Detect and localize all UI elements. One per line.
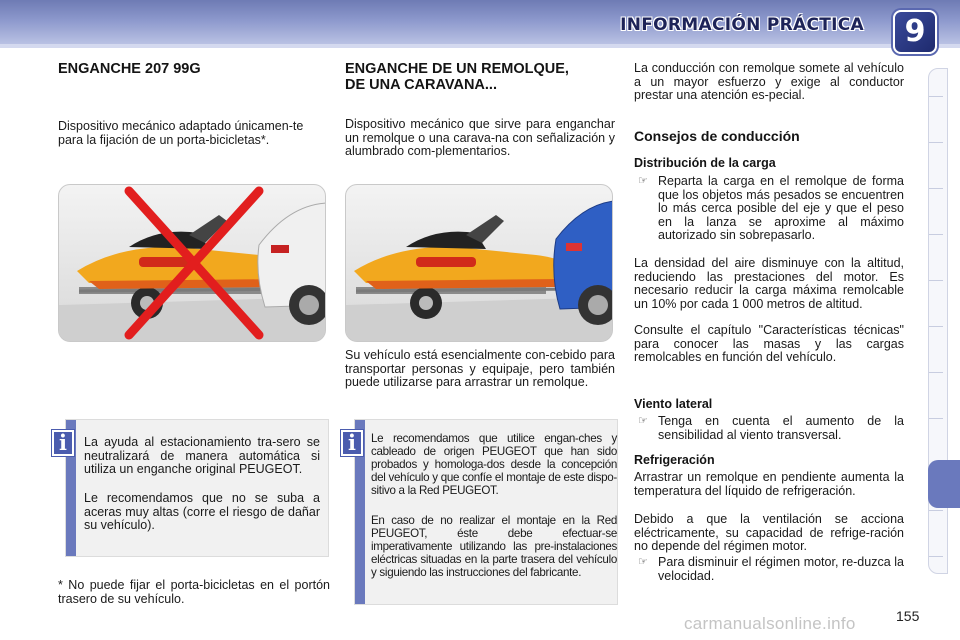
side-wind-text: Tenga en cuenta el aumento de la sensibilidad al viento transversal. — [658, 414, 904, 442]
section-title: INFORMACIÓN PRÁCTICA — [620, 15, 864, 35]
col2-body: Su vehículo está esencialmente con-cebido para transportar personas y equipaje, pero también puede utilizarse para arrastrar un remolque. — [345, 348, 615, 390]
cooling-paragraph-2: Debido a que la ventilación se acciona eléctricamente, su capacidad de refrige-ración no depende del régimen motor. — [634, 512, 904, 554]
cooling-title: Refrigeración — [634, 453, 715, 467]
col2-title-line1: ENGANCHE DE UN REMOLQUE, — [345, 61, 569, 77]
chapter-badge — [893, 10, 937, 54]
info-icon: i — [52, 430, 74, 456]
active-chapter-tab[interactable] — [928, 460, 960, 508]
info-parking-text-2: Le recomendamos que no se suba a aceras muy altas (corre el riesgo de dañar su vehículo). — [84, 491, 320, 533]
watermark: carmanualsonline.info — [684, 614, 856, 633]
info-peugeot-text-2: En caso de no realizar el montaje en la Red PEUGEOT, éste debe efectuar-se imperativamente utilizando las pre-instalaciones eléctricas situadas en la parte trasera del vehículo y siguiendo las instrucciones del fabricante. — [371, 514, 617, 579]
info-box-peugeot-hitch — [355, 420, 617, 604]
pointing-hand-icon: ☞ — [638, 415, 648, 427]
bike-rack-footnote: * No puede fijar el porta-bicicletas en el portón trasero de su vehículo. — [58, 578, 330, 606]
info-icon: i — [341, 430, 363, 456]
side-wind-bullet — [634, 415, 904, 442]
col2-intro: Dispositivo mecánico que sirve para enganchar un remolque o una carava-na con señalización y alumbrado com-plementarios. — [345, 117, 615, 159]
cooling-bullet-text: Para disminuir el régimen motor, re-duzca la velocidad. — [658, 555, 904, 583]
load-distribution-bullet — [634, 175, 904, 243]
pointing-hand-icon: ☞ — [638, 556, 648, 568]
driving-tips-title: Consejos de conducción — [634, 128, 800, 144]
pointing-hand-icon: ☞ — [638, 175, 648, 187]
altitude-paragraph: La densidad del aire disminuye con la altitud, reduciendo las prestaciones del motor. Es necesario reducir la carga máxima remolcable un 10% por cada 1 000 metros de altitud. — [634, 256, 904, 311]
col3-intro: La conducción con remolque somete al vehículo a un mayor esfuerzo y exige al conductor prestar una atención es-pecial. — [634, 61, 904, 103]
cooling-bullet — [634, 556, 904, 583]
technical-chapter-paragraph: Consulte el capítulo "Características técnicas" para conocer las masas y las cargas remolcables en función del vehículo. — [634, 323, 904, 365]
col2-title-line2: DE UNA CARAVANA... — [345, 77, 497, 93]
info-parking-text-1: La ayuda al estacionamiento tra-sero se neutralizará de manera automática si utiliza un enganche original PEUGEOT. — [84, 435, 320, 477]
col1-intro: Dispositivo mecánico adaptado únicamen-te para la fijación de un porta-bicicletas*. — [58, 119, 304, 147]
bike-rack-hitch-photo — [58, 184, 326, 342]
side-wind-title: Viento lateral — [634, 397, 713, 411]
info-peugeot-text-1: Le recomendamos que utilice engan-ches y cableado de origen PEUGEOT que han sido probados y homologa-dos desde la concepción del vehículo y que confíe el montaje de este dispo-sitivo a la Red PEUGEOT. — [371, 432, 617, 497]
jetski-trailer-towed-illustration — [346, 185, 613, 342]
load-distribution-title: Distribución de la carga — [634, 156, 776, 170]
cooling-paragraph-1: Arrastrar un remolque en pendiente aumenta la temperatura del líquido de refrigeración. — [634, 470, 904, 498]
page-number: 155 — [896, 608, 920, 624]
header-divider — [0, 44, 960, 48]
info-box-parking-aid — [66, 420, 328, 556]
load-distribution-text: Reparta la carga en el remolque de forma que los objetos más pesados se encuentren lo más cerca posible del eje y que el peso en la lanza se aproxime al máximo autorizado sin sobrepasarlo. — [658, 174, 904, 243]
trailer-hitch-photo — [345, 184, 613, 342]
col1-title: ENGANCHE 207 99G — [58, 61, 201, 77]
chapter-number: 9 — [904, 14, 926, 49]
jetski-trailer-crossed-illustration — [59, 185, 326, 342]
